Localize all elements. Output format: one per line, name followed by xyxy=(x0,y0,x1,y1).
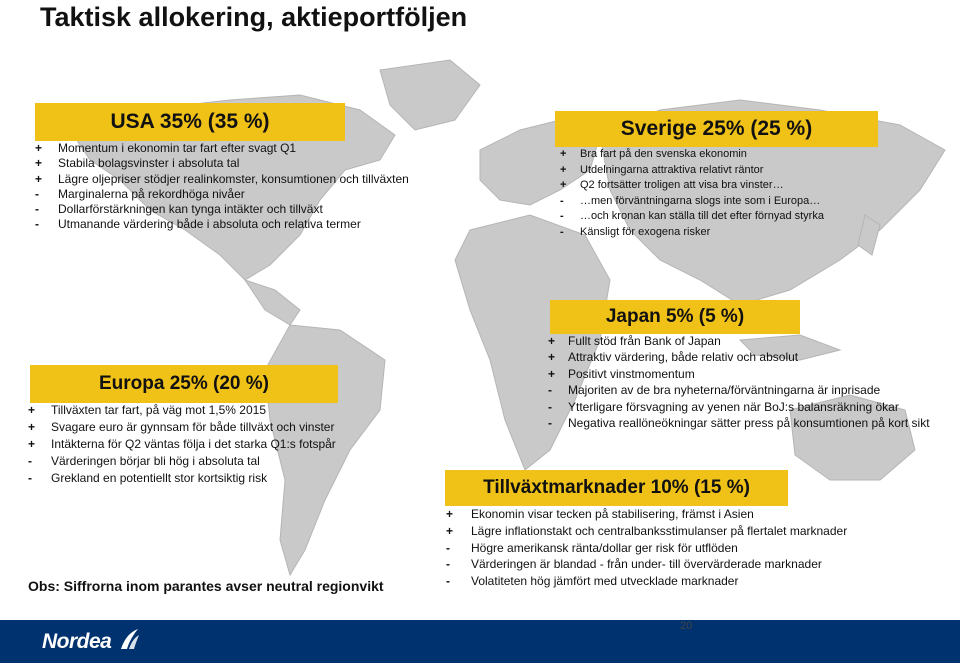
usa-list xyxy=(35,141,409,233)
bullet-sign: + xyxy=(35,171,43,186)
list-item-text: Ytterligare försvagning av yenen när BoJ:s balansräkning ökar xyxy=(568,399,899,414)
bullet-sign: + xyxy=(35,156,43,171)
bullet-sign: + xyxy=(446,507,454,521)
list-item-text: Attraktiv värdering, både relativ och absolut xyxy=(568,350,799,365)
list-item xyxy=(35,172,409,187)
nordea-logo xyxy=(42,627,142,657)
list-item-text: …men förväntningarna slogs inte som i Europa… xyxy=(580,194,821,207)
list-item xyxy=(28,402,336,419)
europa-list xyxy=(28,402,336,487)
list-item xyxy=(28,436,336,453)
list-item-text: Volatiteten hög jämfört med utvecklade marknader xyxy=(471,574,739,589)
list-item xyxy=(28,453,336,470)
list-item xyxy=(560,225,824,241)
list-item-text: Utdelningarna attraktiva relativt räntor xyxy=(580,163,764,176)
central-america-shape xyxy=(245,280,300,325)
list-item-text: Marginalerna på rekordhöga nivåer xyxy=(58,186,245,201)
list-item xyxy=(560,147,824,163)
list-item-text: Värderingen börjar bli hög i absoluta tal xyxy=(51,454,260,468)
list-item-text: Dollarförstärkningen kan tynga intäkter och tillväxt xyxy=(58,202,323,217)
sverige-title: Sverige 25% (25 %) xyxy=(555,111,878,147)
bullet-sign: + xyxy=(548,350,556,365)
bullet-sign: - xyxy=(548,383,552,398)
list-item xyxy=(446,540,847,557)
list-item-text: Känsligt för exogena risker xyxy=(580,225,711,238)
list-item xyxy=(548,366,930,382)
bullet-sign: - xyxy=(548,399,552,414)
list-item-text: Ekonomin visar tecken på stabilisering, främst i Asien xyxy=(471,507,754,521)
list-item xyxy=(548,333,930,349)
bullet-sign: - xyxy=(35,217,39,232)
list-item xyxy=(446,523,847,540)
bullet-sign: + xyxy=(28,420,36,434)
japan-title: Japan 5% (5 %) xyxy=(550,300,800,334)
bullet-sign: + xyxy=(28,437,36,451)
tillvaxtmarknader-title: Tillväxtmarknader 10% (15 %) xyxy=(445,470,788,506)
footer-bar xyxy=(0,620,960,663)
greenland-shape xyxy=(380,60,480,130)
list-item xyxy=(548,399,930,415)
sverige-list xyxy=(560,147,824,240)
list-item xyxy=(548,349,930,365)
list-item xyxy=(35,187,409,202)
bullet-sign: - xyxy=(28,454,32,468)
list-item-text: Q2 fortsätter troligen att visa bra vinster… xyxy=(580,179,784,191)
list-item-text: Lägre inflationstakt och centralbanksstimulanser på flertalet marknader xyxy=(471,523,848,538)
bullet-sign: - xyxy=(446,540,450,555)
list-item-text: Intäkterna för Q2 väntas följa i det starka Q1:s fotspår xyxy=(51,437,336,451)
bullet-sign: + xyxy=(548,366,556,381)
list-item xyxy=(560,209,824,225)
bullet-sign: - xyxy=(548,416,552,431)
page-number: 20 xyxy=(680,620,693,632)
bullet-sign: + xyxy=(560,179,567,191)
tillvaxtmarknader-list xyxy=(446,506,847,590)
bullet-sign: - xyxy=(560,225,564,238)
nordea-sail-icon xyxy=(118,627,140,651)
list-item xyxy=(446,573,847,590)
list-item-text: Bra fart på den svenska ekonomin xyxy=(580,148,747,160)
usa-title: USA 35% (35 %) xyxy=(35,103,345,141)
bullet-sign: + xyxy=(560,163,567,176)
bullet-sign: + xyxy=(28,403,36,417)
list-item-text: Värderingen är blandad - från under- till övervärderade marknader xyxy=(471,557,822,572)
footnote: Obs: Siffrorna inom parantes avser neutral regionvikt xyxy=(28,578,384,594)
bullet-sign: - xyxy=(28,471,32,485)
japan-list xyxy=(548,333,930,431)
list-item xyxy=(35,156,409,171)
list-item-text: Positivt vinstmomentum xyxy=(568,366,695,381)
list-item-text: Högre amerikansk ränta/dollar ger risk för utflöden xyxy=(471,540,738,555)
list-item-text: Lägre oljepriser stödjer realinkomster, konsumtionen och tillväxten xyxy=(58,171,409,186)
list-item-text: Grekland en potentiellt stor kortsiktig risk xyxy=(51,471,268,485)
list-item xyxy=(35,202,409,217)
list-item xyxy=(446,506,847,523)
list-item-text: Majoriten av de bra nyheterna/förväntningarna är inprisade xyxy=(568,383,881,398)
list-item-text: Negativa reallöneökningar sätter press på konsumtionen på kort sikt xyxy=(568,416,930,431)
list-item-text: Stabila bolagsvinster i absoluta tal xyxy=(58,156,240,171)
bullet-sign: - xyxy=(446,557,450,572)
list-item xyxy=(446,556,847,573)
list-item xyxy=(548,382,930,398)
list-item-text: …och kronan kan ställa till det efter förnyad styrka xyxy=(580,210,824,222)
list-item xyxy=(548,415,930,431)
bullet-sign: + xyxy=(560,148,567,160)
bullet-sign: - xyxy=(446,574,450,589)
list-item xyxy=(560,163,824,179)
europa-title: Europa 25% (20 %) xyxy=(30,365,338,403)
list-item xyxy=(35,141,409,156)
bullet-sign: - xyxy=(35,202,39,217)
bullet-sign: + xyxy=(446,523,454,538)
page-title: Taktisk allokering, aktieportföljen xyxy=(40,2,468,32)
list-item-text: Utmanande värdering både i absoluta och relativa termer xyxy=(58,217,361,232)
list-item xyxy=(560,178,824,194)
bullet-sign: + xyxy=(35,141,43,155)
list-item xyxy=(28,470,336,487)
list-item xyxy=(35,217,409,232)
list-item xyxy=(560,194,824,210)
bullet-sign: - xyxy=(560,210,564,222)
list-item-text: Svagare euro är gynnsam för både tillväxt och vinster xyxy=(51,420,335,434)
list-item-text: Fullt stöd från Bank of Japan xyxy=(568,334,721,348)
bullet-sign: - xyxy=(35,186,39,201)
list-item xyxy=(28,419,336,436)
brand-name: Nordea xyxy=(42,630,112,653)
list-item-text: Tillväxten tar fart, på väg mot 1,5% 2015 xyxy=(51,403,266,417)
bullet-sign: - xyxy=(560,194,564,207)
bullet-sign: + xyxy=(548,334,556,348)
list-item-text: Momentum i ekonomin tar fart efter svagt Q1 xyxy=(58,141,297,155)
